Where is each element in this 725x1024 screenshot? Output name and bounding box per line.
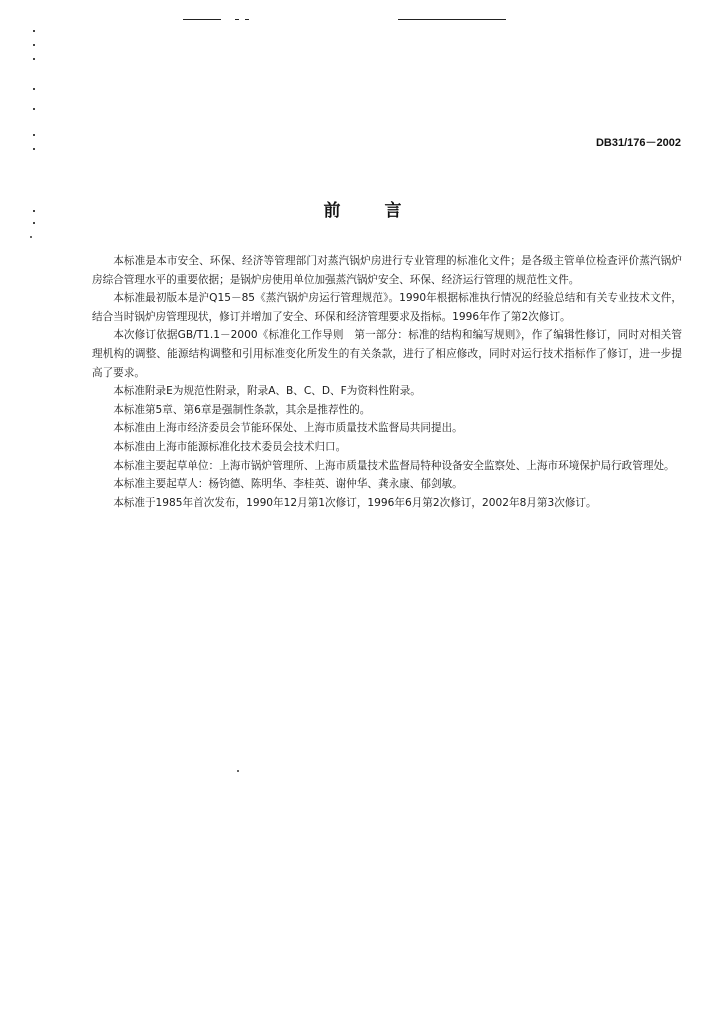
paragraph: 本标准于1985年首次发布，1990年12月第1次修订，1996年6月第2次修订，2002年8月第3次修订。 (113, 496, 597, 509)
scan-speck (237, 770, 239, 772)
scan-artifact-top-1 (183, 19, 221, 20)
foreword-body (92, 252, 682, 512)
document-code: DB31/176－2002 (595, 137, 681, 149)
paragraph: 本标准由上海市经济委员会节能环保处、上海市质量技术监督局共同提出。 (113, 422, 463, 435)
paragraph: 本标准附录E为规范性附录，附录A、B、C、D、F为资料性附录。 (113, 385, 421, 398)
paragraph: 本标准由上海市能源标准化技术委员会技术归口。 (113, 440, 347, 453)
scan-artifact-top-2 (235, 19, 239, 20)
scan-artifact-top-4 (398, 19, 506, 20)
paragraph: 本标准最初版本是沪Q15－85《蒸汽锅炉房运行管理规范》。1990年根据标准执行情况的经验总结和有关专业技术文件，结合当时锅炉房管理现状，修订并增加了安全、环保和经济管理要求及指标。1996年作了第2次修订。 (92, 292, 682, 323)
paragraph: 本标准主要起草单位：上海市锅炉管理所、上海市质量技术监督局特种设备安全监察处、上海市环境保护局行政管理处。 (113, 459, 675, 472)
page-heading: 前言 (323, 201, 446, 221)
scan-speck (30, 236, 32, 238)
scan-artifact-top-3 (245, 19, 249, 20)
paragraph: 本标准主要起草人：杨钧德、陈明华、李桂英、谢仲华、龚永康、郁剑敏。 (113, 478, 463, 491)
paragraph: 本标准第5章、第6章是强制性条款，其余是推荐性的。 (113, 403, 371, 416)
paragraph: 本标准是本市安全、环保、经济等管理部门对蒸汽锅炉房进行专业管理的标准化文件；是各级主管单位检查评价蒸汽锅炉房综合管理水平的重要依据；是锅炉房使用单位加强蒸汽锅炉安全、环保、经济运行管理的规范性文件。 (92, 255, 682, 286)
paragraph: 本次修订依据GB/T1.1－2000《标准化工作导则 第一部分：标准的结构和编写规则》，作了编辑性修订，同时对相关管理机构的调整、能源结构调整和引用标准变化所发生的有关条款，进行了相应修改，同时对运行技术指标作了修订，进一步提高了要求。 (92, 329, 682, 379)
